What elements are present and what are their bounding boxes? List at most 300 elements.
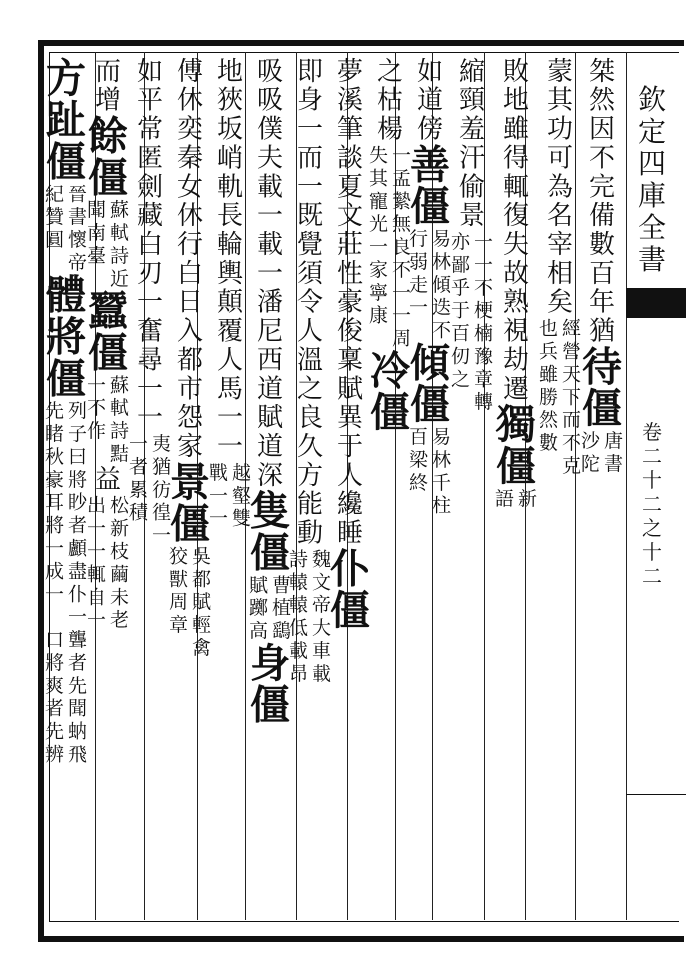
note-char: 枝: [109, 540, 129, 563]
note-char: 無: [391, 213, 411, 236]
note-char: 未: [109, 586, 129, 609]
note-char: 者: [67, 652, 87, 674]
note-char: 軾: [109, 397, 129, 420]
text-char: 一: [216, 403, 243, 434]
volume-char: 十: [642, 468, 662, 492]
note-char: 康: [368, 304, 388, 327]
text-char: 雖: [502, 114, 529, 145]
note-char: 不: [431, 319, 451, 342]
note-char: 一: [151, 524, 171, 547]
note-char: 不: [391, 258, 411, 281]
note-char: 易: [431, 228, 451, 251]
text-char: 纔: [336, 489, 363, 520]
text-char: 令: [296, 287, 323, 318]
text-char: 百: [588, 258, 615, 289]
note-char: 一: [128, 433, 148, 456]
text-column: [210, 58, 250, 914]
entry-headword: 僵: [88, 329, 128, 377]
note-char: 紀: [44, 183, 64, 206]
note-char: 秋: [44, 446, 64, 468]
entry-headword: 僵: [46, 355, 86, 403]
entry-headword: 方: [46, 55, 86, 102]
text-char: 坂: [216, 114, 243, 145]
text-column: [170, 58, 210, 914]
note-char: 章: [473, 368, 493, 391]
annotation-note: [168, 546, 212, 660]
text-char: 一: [136, 403, 163, 434]
text-char: 秦: [176, 143, 203, 174]
text-column: [496, 58, 536, 914]
note-char: 者: [128, 456, 148, 478]
entry-headword: 僵: [582, 385, 622, 433]
annotation-note: [450, 300, 494, 414]
volume-char: 之: [642, 516, 662, 540]
text-char: 休: [176, 85, 203, 116]
text-char: 西: [256, 345, 283, 376]
note-char: 將: [44, 514, 64, 537]
text-char: 景: [458, 201, 485, 232]
note-char: 一: [67, 606, 87, 629]
note-char: 楠: [473, 322, 493, 345]
note-char: 文: [311, 571, 331, 594]
note-char: 乎: [450, 276, 470, 299]
entry-headword: 僵: [250, 681, 290, 729]
text-column: [330, 58, 370, 914]
margin-rule: [626, 52, 627, 920]
entry-headword: 僵: [410, 381, 450, 429]
note-char: 書: [603, 453, 623, 475]
note-char: 者: [67, 514, 87, 537]
note-char: 將: [67, 468, 87, 491]
entry-headword: 冷: [370, 347, 410, 395]
text-char: 睡: [336, 518, 363, 549]
text-char: 為: [546, 172, 573, 203]
text-char: 劍: [136, 172, 163, 203]
text-char: 年: [588, 287, 615, 318]
text-char: 備: [588, 201, 615, 232]
text-char: 輿: [216, 258, 243, 289]
note-char: 先: [67, 674, 87, 697]
note-char: 顱: [67, 537, 87, 560]
note-char: 越: [231, 461, 251, 484]
note-char: 賦: [191, 591, 211, 614]
note-char: 懷: [67, 229, 87, 252]
note-char: 孟: [391, 167, 411, 190]
note-char: 輕: [191, 614, 211, 637]
text-char: 筆: [336, 114, 363, 145]
text-char: 須: [296, 258, 323, 289]
text-char: 怨: [176, 403, 203, 434]
text-char: 不: [588, 143, 615, 174]
text-char: 顛: [216, 287, 243, 318]
text-char: 羞: [458, 114, 485, 145]
note-char: 書: [67, 206, 87, 229]
note-char: 傾: [431, 273, 451, 296]
note-char: 易: [431, 426, 451, 449]
note-char: 仆: [67, 583, 87, 606]
note-char: 不: [473, 276, 493, 299]
text-char: 敗: [502, 57, 529, 87]
note-char: 克: [561, 455, 581, 477]
book-title-char: 全: [637, 211, 666, 244]
note-char: 一: [44, 537, 64, 560]
note-char: 帝: [311, 594, 331, 617]
text-char: 一: [256, 258, 283, 289]
note-char: 行: [408, 228, 428, 251]
text-char: 輪: [216, 230, 243, 260]
text-char: 藏: [136, 201, 163, 232]
text-char: 傍: [416, 114, 443, 145]
volume-char: 二: [642, 492, 662, 516]
annotation-note: [44, 400, 88, 537]
book-title-char: 定: [637, 115, 666, 148]
note-char: 語: [494, 487, 514, 510]
entry-headword: 傾: [410, 339, 450, 387]
note-char: 輒: [86, 563, 106, 586]
text-char: 深: [256, 460, 283, 491]
note-char: 先: [44, 400, 64, 423]
margin-line: [626, 794, 686, 795]
note-char: 而: [561, 409, 581, 432]
text-char: 行: [176, 230, 203, 260]
text-char: 增: [94, 85, 121, 116]
note-char: 百: [450, 322, 470, 345]
annotation-note: [288, 549, 332, 618]
text-char: 久: [296, 432, 323, 462]
note-char: 列: [67, 400, 87, 423]
note-char: 梗: [473, 299, 493, 322]
text-char: 俊: [336, 316, 363, 347]
text-char: 豪: [336, 287, 363, 318]
annotation-note: [368, 259, 412, 351]
note-char: 一: [391, 304, 411, 327]
text-char: 休: [176, 201, 203, 232]
text-char: 遷: [502, 374, 529, 405]
text-char: 夫: [256, 143, 283, 174]
text-char: 既: [296, 201, 323, 232]
text-char: 溫: [296, 345, 323, 376]
text-char: 尼: [256, 316, 283, 347]
note-char: 載: [288, 640, 308, 662]
note-char: 先: [44, 720, 64, 743]
text-char: 名: [546, 201, 573, 232]
text-char: 吸: [256, 57, 283, 87]
volume-char: 二: [642, 444, 662, 468]
note-char: 良: [391, 236, 411, 258]
note-char: 鷂: [271, 620, 291, 643]
text-char: 覺: [296, 230, 323, 260]
note-char: 曹: [271, 574, 291, 597]
note-char: 老: [109, 609, 129, 632]
text-char: 輒: [502, 172, 529, 203]
text-char: 稟: [336, 345, 363, 376]
text-char: 視: [502, 316, 529, 347]
note-char: 光: [368, 213, 388, 236]
text-char: 失: [502, 230, 529, 260]
text-char: 白: [136, 230, 163, 260]
note-char: 魏: [311, 548, 331, 571]
note-char: 一: [86, 540, 106, 563]
text-column: [250, 58, 290, 914]
text-char: 方: [296, 460, 323, 491]
note-char: 雙: [231, 507, 251, 530]
text-char: 人: [296, 316, 323, 347]
note-char: 新: [109, 517, 129, 540]
entry-headword: 僵: [370, 389, 410, 437]
note-char: 低: [288, 617, 308, 640]
volume-char: 卷: [642, 420, 662, 444]
note-char: 猶: [151, 456, 171, 478]
text-column: [88, 58, 128, 914]
note-char: 詩: [109, 420, 129, 443]
note-char: 軾: [109, 222, 129, 245]
entry-headword: 僵: [46, 138, 86, 186]
text-char: 楊: [376, 114, 403, 145]
text-char: 猶: [588, 316, 615, 347]
entry-headword: 僵: [250, 529, 290, 577]
note-char: 梁: [408, 449, 428, 471]
entry-headword: 僵: [496, 443, 536, 490]
text-char: 刃: [136, 258, 163, 289]
text-char: 之: [296, 374, 323, 405]
note-char: 陀: [580, 453, 600, 475]
annotation-note: [408, 228, 452, 342]
book-title-char: 欽: [637, 83, 666, 116]
note-char: 沙: [580, 430, 600, 453]
text-char: 一: [256, 201, 283, 232]
note-char: 勝: [538, 386, 558, 409]
text-char: 完: [588, 172, 615, 203]
note-char: 聞: [86, 199, 106, 222]
entry-headword: 僵: [410, 183, 450, 231]
note-char: 黠: [109, 443, 129, 465]
text-char: 矣: [546, 287, 573, 318]
text-char: 枯: [376, 85, 403, 116]
entry-headword: 身: [250, 640, 290, 687]
text-char: 身: [296, 85, 323, 116]
annotation-note: [44, 629, 88, 766]
note-char: 縶: [391, 190, 411, 213]
note-char: 一: [86, 374, 106, 397]
note-char: 走: [408, 273, 428, 296]
text-char: 因: [588, 114, 615, 145]
text-char: 軌: [216, 172, 243, 203]
note-char: 大: [311, 617, 331, 640]
note-char: 其: [368, 167, 388, 190]
note-char: 家: [368, 258, 388, 281]
text-char: 道: [256, 432, 283, 462]
text-char: 性: [336, 258, 363, 289]
note-char: 豫: [473, 345, 493, 368]
text-char: 僕: [256, 114, 283, 145]
note-char: 營: [561, 340, 581, 363]
note-char: 一: [44, 583, 64, 606]
text-char: 賦: [336, 374, 363, 405]
note-char: 都: [191, 568, 211, 591]
annotation-note: [408, 426, 452, 518]
note-char: 章: [168, 614, 188, 637]
note-char: 繭: [109, 563, 129, 586]
text-char: 劫: [502, 345, 529, 376]
entry-headword: 僵: [170, 500, 210, 548]
text-char: 得: [502, 143, 529, 174]
text-char: 市: [176, 374, 203, 405]
note-char: 晉: [67, 183, 87, 206]
note-char: 出: [86, 494, 106, 517]
note-char: 一: [473, 254, 493, 276]
note-char: 睹: [44, 423, 64, 446]
text-char: 平: [136, 85, 163, 116]
note-char: 車: [311, 640, 331, 662]
note-char: 彷: [151, 478, 171, 501]
note-char: 周: [391, 327, 411, 350]
text-char: 桀: [588, 57, 615, 87]
text-char: 都: [176, 345, 203, 376]
note-char: 千: [431, 471, 451, 494]
book-title-char: 書: [637, 243, 666, 276]
note-char: 天: [561, 363, 581, 386]
text-column: [582, 58, 622, 914]
text-char: 宰: [546, 230, 573, 260]
annotation-note: [86, 374, 130, 466]
note-char: 一: [368, 236, 388, 258]
note-char: 周: [168, 591, 188, 614]
text-char: 道: [256, 374, 283, 405]
note-char: 不: [561, 432, 581, 455]
note-char: 一: [391, 144, 411, 167]
note-char: 高: [248, 620, 268, 643]
note-char: 新: [517, 487, 537, 510]
annotation-note: [86, 563, 130, 632]
entry-headword: 趾: [46, 96, 86, 144]
text-char: 日: [176, 287, 203, 318]
note-char: 曰: [67, 446, 87, 468]
text-char: 白: [176, 258, 203, 289]
note-char: 轅: [288, 571, 308, 594]
annotation-note: [44, 538, 88, 630]
note-char: 植: [271, 597, 291, 620]
text-char: 能: [296, 489, 323, 520]
text-column: [452, 58, 492, 914]
note-char: 飛: [67, 743, 87, 766]
note-char: 夷: [151, 433, 171, 456]
annotation-note: [86, 495, 130, 564]
note-char: 百: [408, 426, 428, 449]
note-char: 弱: [408, 251, 428, 273]
text-char: 故: [502, 258, 529, 289]
note-char: 終: [408, 471, 428, 494]
annotation-note: [368, 145, 412, 259]
text-char: 人: [216, 345, 243, 376]
text-char: 頸: [458, 85, 485, 116]
text-column: [370, 58, 410, 914]
text-char: 功: [546, 114, 573, 145]
text-char: 蒙: [546, 57, 573, 87]
note-char: 者: [44, 697, 64, 720]
note-char: 作: [86, 420, 106, 443]
annotation-note: [44, 183, 88, 275]
note-char: 帝: [67, 252, 87, 274]
text-char: 文: [336, 201, 363, 232]
note-char: 蘇: [109, 199, 129, 222]
text-char: 縮: [458, 57, 485, 87]
note-char: 載: [311, 662, 331, 685]
text-char: 馬: [216, 374, 243, 405]
text-char: 談: [336, 143, 363, 174]
note-char: 之: [450, 368, 470, 391]
text-char: 動: [296, 518, 323, 549]
note-char: 下: [561, 386, 581, 409]
note-char: 耳: [44, 491, 64, 514]
text-column: [130, 58, 170, 914]
text-char: 地: [502, 85, 529, 116]
note-char: 寵: [368, 190, 388, 213]
text-char: 尋: [136, 345, 163, 376]
book-title-char: 庫: [637, 179, 666, 212]
note-char: 贊: [44, 206, 64, 229]
book-title: [628, 84, 676, 276]
text-char: 賦: [256, 403, 283, 434]
entry-headword: 待: [582, 343, 622, 391]
note-char: 南: [86, 222, 106, 245]
entry-headword: 善: [410, 141, 450, 189]
note-char: 躑: [248, 597, 268, 620]
text-char: 復: [502, 201, 529, 232]
text-char: 載: [256, 230, 283, 260]
text-char: 匿: [136, 143, 163, 174]
text-char: 常: [136, 114, 163, 145]
text-char: 于: [336, 432, 363, 462]
fishtail-mark: [626, 288, 686, 318]
note-char: 豪: [44, 468, 64, 491]
volume-label: [630, 420, 674, 588]
note-char: 壑: [231, 484, 251, 507]
note-char: 雖: [538, 363, 558, 386]
note-char: 賦: [248, 574, 268, 597]
note-char: 臺: [86, 245, 106, 267]
text-char: 相: [546, 258, 573, 289]
text-char: 峭: [216, 143, 243, 174]
text-char: 偷: [458, 172, 485, 203]
annotation-note: [580, 430, 624, 476]
note-char: 松: [109, 494, 129, 517]
note-char: 一: [86, 609, 106, 632]
text-char: 其: [546, 85, 573, 116]
text-char: 吸: [256, 85, 283, 116]
annotation-note: [208, 462, 252, 531]
text-char: 然: [588, 85, 615, 116]
note-char: 寧: [368, 281, 388, 304]
text-char: 益: [94, 464, 121, 495]
note-char: 積: [128, 501, 148, 524]
note-char: 唐: [603, 430, 623, 453]
note-char: 聾: [67, 629, 87, 652]
note-char: 徨: [151, 501, 171, 524]
annotation-note: [288, 617, 332, 686]
note-char: 數: [538, 432, 558, 455]
book-title-char: 四: [637, 147, 666, 180]
volume-char: 十: [642, 540, 662, 564]
note-char: 辨: [44, 743, 64, 766]
text-char: 道: [416, 85, 443, 116]
note-char: 林: [431, 449, 451, 471]
entry-headword: 僵: [88, 154, 128, 202]
text-char: 之: [376, 57, 403, 87]
note-char: 一: [473, 231, 493, 254]
text-char: 女: [176, 172, 203, 203]
text-char: 熟: [502, 287, 529, 318]
text-char: 而: [296, 143, 323, 174]
